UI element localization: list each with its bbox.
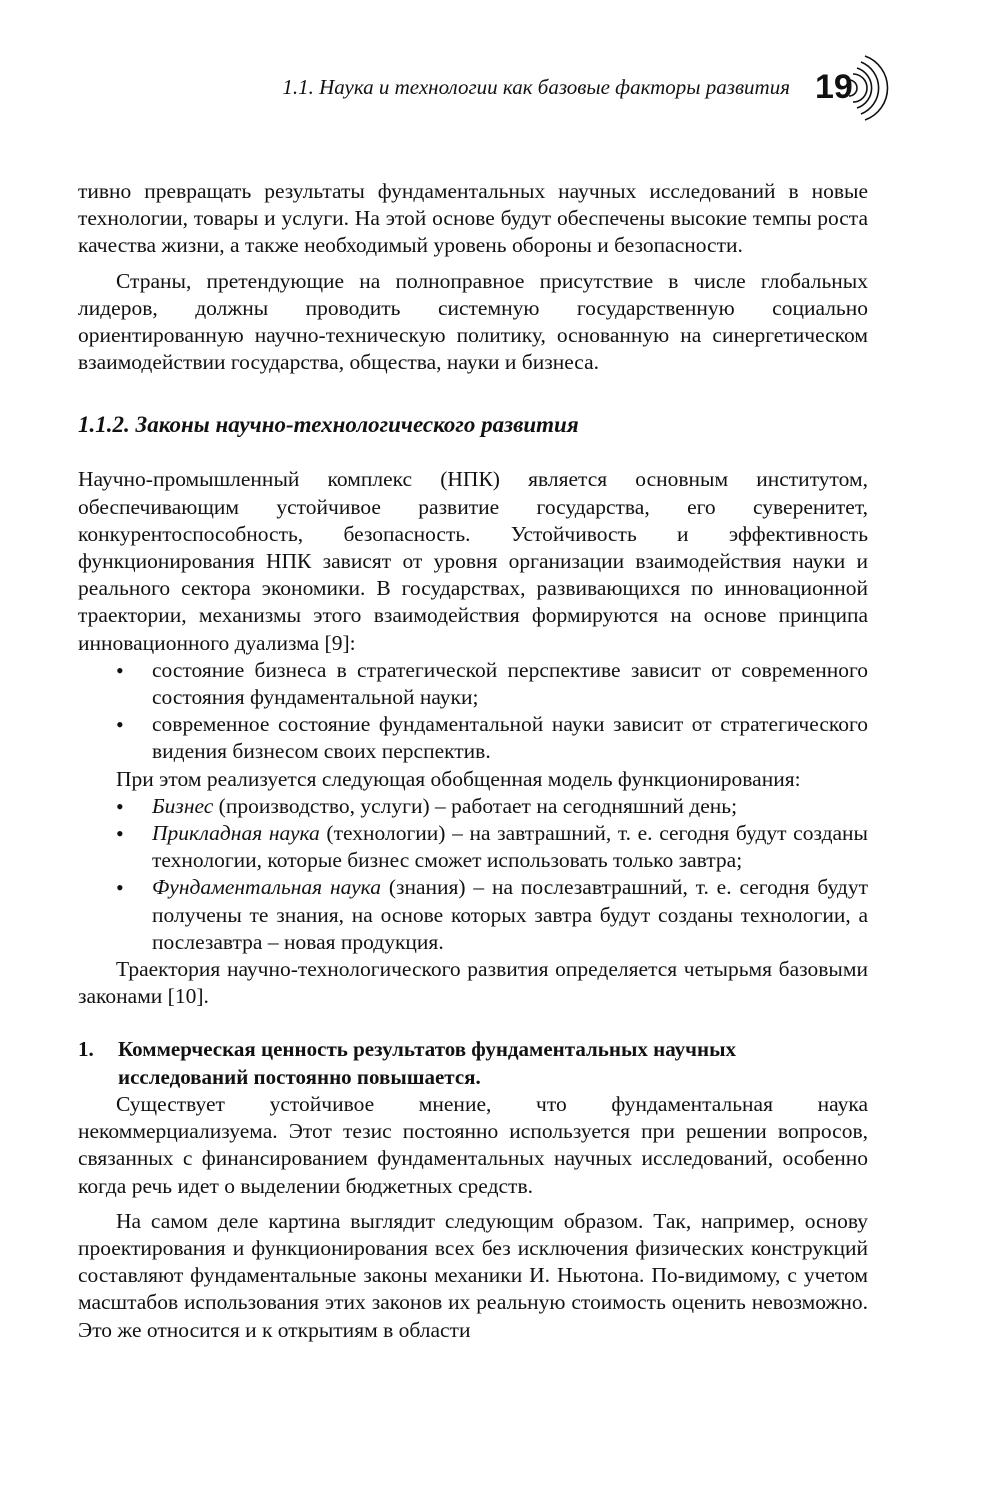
list-item (78, 820, 868, 874)
law-heading (78, 1036, 868, 1090)
paragraph: Научно-промышленный комплекс (НПК) является основным институтом, обеспечивающим устойчивое развитие государства, его суверенитет, конкурентоспособность, безопасность. Устойчивость и эффективность функционирования НПК зависят от уровня организации взаимодействия науки и реального сектора экономики. В государствах, развивающихся по инновационной траектории, механизмы этого взаимодействия формируются на основе принципа инновационного дуализма [9]: (78, 467, 868, 655)
list-item-text: (знания) – на послезавтрашний, т. е. сегодня будут получены те знания, на основе которых завтра будут созданы технологии, а послезавтра – новая продукция. (152, 875, 868, 954)
list-item-text: (производство, услуги) – работает на сегодняшний день; (213, 793, 738, 818)
list-item (78, 874, 868, 956)
page-number-arcs-icon (845, 48, 901, 128)
paragraph: Страны, претендующие на полноправное присутствие в числе глобальных лидеров, должны проводить системную государственную социально ориентированную научно-техническую политику, основанную на синергетическом взаимодействии государства, общества, науки и бизнеса. (78, 268, 868, 375)
list-item (78, 793, 868, 820)
list-item-term: Бизнес (152, 793, 214, 818)
paragraph: тивно превращать результаты фундаментальных научных исследований в новые технологии, товары и услуги. На этой основе будут обеспечены высокие темпы роста качества жизни, а также необходимый уровень обороны и безопасности. (78, 179, 868, 258)
paragraph: Траектория научно-технологического развития определяется четырьмя базовыми законами [10]. (78, 957, 868, 1009)
page-number: 19 (815, 68, 853, 106)
section-heading: 1.1.2. Законы научно-технологического развития (78, 412, 579, 438)
list-item: • состояние бизнеса в стратегической перспективе зависит от современного состояния фундаментальной науки; (78, 657, 868, 711)
list-item: • современное состояние фундаментальной науки зависит от стратегического видения бизнесом своих перспектив. (78, 711, 868, 765)
list-item-term: Прикладная наука (152, 821, 320, 846)
page-body (78, 178, 868, 1344)
law-number: 1. (78, 1037, 94, 1062)
paragraph: Существует устойчивое мнение, что фундаментальная наука некоммерциализуема. Этот тезис постоянно используется при решении вопросов, связанных с финансированием фундаментальных научных исследований, особенно когда речь идет о выделении бюджетных средств. (78, 1091, 868, 1198)
paragraph: На самом деле картина выглядит следующим образом. Так, например, основу проектирования и функционирования всех без исключения физических конструкций составляют фундаментальные законы механики И. Ньютона. По-видимому, с учетом масштабов использования этих законов их реальную стоимость оценить невозможно. Это же относится и к открытиям в области (78, 1208, 868, 1342)
paragraph: При этом реализуется следующая обобщенная модель функционирования: (116, 766, 801, 791)
bullet-list (78, 657, 868, 766)
law-title: Коммерческая ценность результатов фундаментальных научных исследований постоянно повышается. (118, 1037, 737, 1089)
bullet-list (78, 793, 868, 956)
list-item-text: (технологии) – на завтрашний, т. е. сегодня будут созданы технологии, которые бизнес сможет использовать только завтра; (152, 821, 868, 873)
list-item-term: Фундаментальная наука (152, 875, 381, 900)
running-head: 1.1. Наука и технологии как базовые факторы развития (282, 75, 790, 99)
